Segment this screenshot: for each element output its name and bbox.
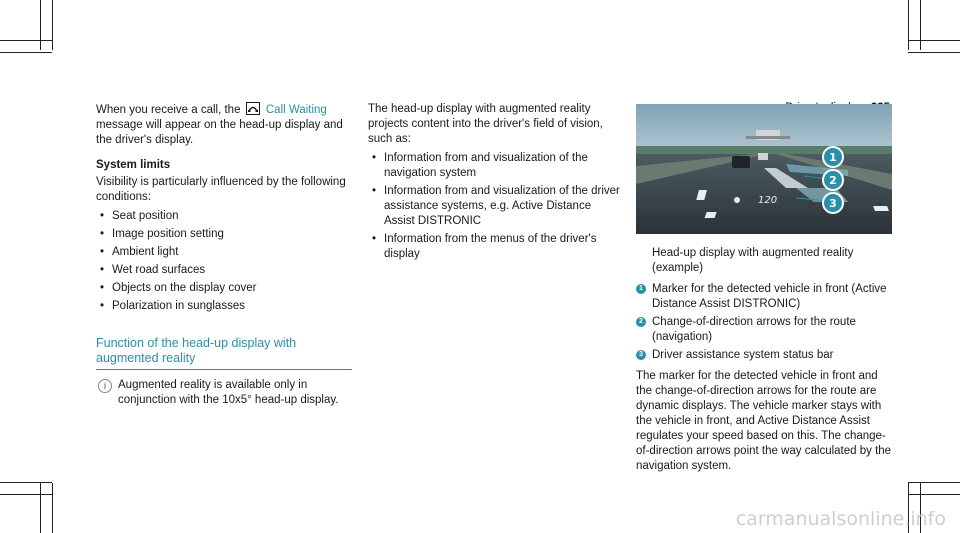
- callout-1: [823, 147, 843, 167]
- watermark: carmanualsonline.info: [735, 508, 946, 530]
- conditions-list: [96, 209, 352, 314]
- legend-item-1: [636, 282, 892, 312]
- legend-item-3: [636, 348, 892, 363]
- list-item: • Objects on the display cover: [96, 281, 352, 296]
- column-left: [96, 102, 352, 408]
- legend-text: Change-of-direction arrows for the route (navigation): [652, 316, 856, 343]
- figure-caption: Head-up display with augmented reality (example): [652, 247, 854, 274]
- note-text: Augmented reality is available only in conjunction with the 10x5° head-up display.: [118, 379, 339, 406]
- body-paragraph: The marker for the detected vehicle in front and the change-of-direction arrows for the route are dynamic displays. The vehicle marker stays with the vehicle in front, and Active Distance Assist regulates your speed based on this. The change-of-direction arrows point the way calculated by the navigation system.: [636, 370, 892, 472]
- list-item: • Polarization in sunglasses: [96, 299, 352, 314]
- crop-mark: [908, 40, 960, 41]
- crop-mark: [908, 0, 909, 50]
- legend-number: 1: [636, 284, 646, 294]
- legend-number: 3: [636, 350, 646, 360]
- system-limits-text: Visibility is particularly influenced by the following conditions:: [96, 176, 346, 203]
- list-item: • Ambient light: [96, 245, 352, 260]
- crop-mark: [40, 0, 41, 50]
- crop-mark: [40, 483, 41, 533]
- legend-text: Marker for the detected vehicle in front (Active Distance Assist DISTRONIC): [652, 283, 887, 310]
- callout-number: 2: [829, 174, 837, 187]
- intro-text: When you receive a call, the: [96, 104, 241, 116]
- crop-mark: [908, 482, 960, 483]
- crop-mark: [0, 52, 52, 53]
- list-item: • Information from the menus of the driver's display: [368, 232, 624, 262]
- call-waiting-label: Call Waiting: [265, 104, 327, 116]
- callout-number: 3: [829, 197, 837, 210]
- note: [96, 378, 352, 408]
- list-item: • Information from and visualization of the driver assistance systems, e.g. Active Distance Assist DISTRONIC: [368, 184, 624, 229]
- legend-item-2: [636, 315, 892, 345]
- crop-mark: [0, 494, 52, 495]
- column-middle: [368, 102, 624, 266]
- callout-3: [823, 193, 843, 213]
- info-icon: i: [98, 379, 112, 393]
- hud-figure: [636, 104, 892, 234]
- crop-mark: [908, 494, 960, 495]
- legend-number: 2: [636, 317, 646, 327]
- list-item: • Wet road surfaces: [96, 263, 352, 278]
- crop-mark: [908, 52, 960, 53]
- legend-text: Driver assistance system status bar: [652, 349, 834, 361]
- crop-mark: [0, 482, 52, 483]
- crop-mark: [52, 0, 53, 50]
- list-item: • Seat position: [96, 209, 352, 224]
- callout-number: 1: [829, 151, 837, 164]
- crop-mark: [52, 483, 53, 533]
- list-item: • Image position setting: [96, 227, 352, 242]
- hud-photo: [636, 104, 892, 234]
- callout-2: [823, 170, 843, 190]
- intro-text-end: message will appear on the head-up display and the driver's display.: [96, 119, 343, 146]
- crop-mark: [0, 40, 52, 41]
- crop-mark: [920, 0, 921, 50]
- call-waiting-paragraph: [96, 102, 352, 148]
- projection-list: [368, 151, 624, 262]
- projection-intro: The head-up display with augmented reality projects content into the driver's field of vision, such as:: [368, 103, 603, 145]
- column-right: [636, 102, 892, 480]
- list-item: • Information from and visualization of the navigation system: [368, 151, 624, 181]
- section-heading: Function of the head-up display with augmented reality: [96, 336, 352, 370]
- system-limits-heading: System limits: [96, 159, 171, 171]
- hud-speed: 120: [758, 195, 778, 206]
- phone-icon: [246, 102, 260, 115]
